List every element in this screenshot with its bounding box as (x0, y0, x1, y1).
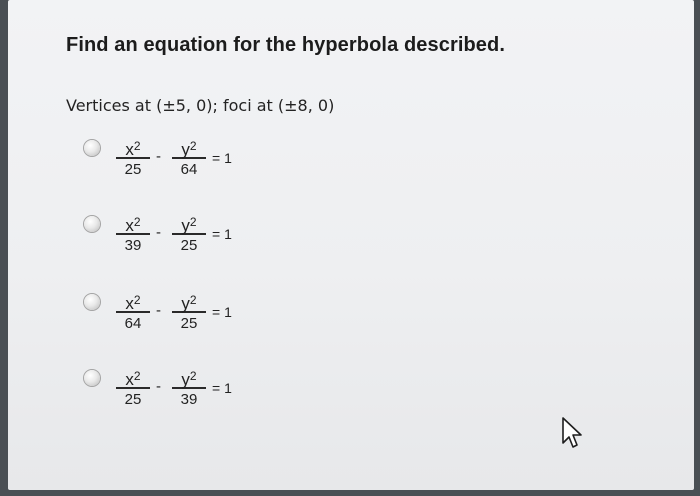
y-fraction (172, 136, 206, 179)
equals-one: = 1 (212, 150, 232, 166)
question-prompt: Vertices at (±5, 0); foci at (±8, 0) (66, 96, 335, 115)
exponent: 2 (133, 369, 141, 383)
denominator-y: 64 (180, 160, 198, 178)
x-fraction (116, 290, 150, 333)
denominator-x: 39 (124, 236, 142, 254)
equals-one: = 1 (212, 304, 232, 320)
exponent: 2 (133, 293, 141, 307)
denominator-y: 25 (180, 236, 198, 254)
y-fraction (172, 212, 206, 255)
denominator-y: 25 (180, 314, 198, 332)
numerator-y: y (181, 370, 190, 389)
exponent: 2 (189, 139, 197, 153)
exponent: 2 (189, 215, 197, 229)
numerator-y: y (181, 216, 190, 235)
minus-sign: - (156, 224, 161, 241)
mouse-pointer-icon (560, 416, 590, 452)
radio-button[interactable] (84, 370, 100, 386)
question-title: Find an equation for the hyperbola described. (66, 34, 505, 56)
numerator-y: y (181, 140, 190, 159)
equals-one: = 1 (212, 226, 232, 242)
radio-button[interactable] (84, 216, 100, 232)
numerator-y: y (181, 294, 190, 313)
exponent: 2 (189, 293, 197, 307)
denominator-x: 64 (124, 314, 142, 332)
exponent: 2 (189, 369, 197, 383)
exponent: 2 (133, 215, 141, 229)
exponent: 2 (133, 139, 141, 153)
equals-one: = 1 (212, 380, 232, 396)
answer-option-4[interactable] (80, 366, 300, 426)
minus-sign: - (156, 302, 161, 319)
question-panel (8, 0, 694, 490)
y-fraction (172, 366, 206, 409)
numerator-x: x (125, 294, 134, 313)
denominator-x: 25 (124, 390, 142, 408)
x-fraction (116, 366, 150, 409)
answer-option-3[interactable] (80, 290, 300, 350)
x-fraction (116, 212, 150, 255)
denominator-x: 25 (124, 160, 142, 178)
radio-button[interactable] (84, 294, 100, 310)
answer-option-1[interactable] (80, 136, 300, 196)
x-fraction (116, 136, 150, 179)
minus-sign: - (156, 148, 161, 165)
answer-option-2[interactable] (80, 212, 300, 272)
denominator-y: 39 (180, 390, 198, 408)
radio-button[interactable] (84, 140, 100, 156)
y-fraction (172, 290, 206, 333)
minus-sign: - (156, 378, 161, 395)
numerator-x: x (125, 216, 134, 235)
numerator-x: x (125, 370, 134, 389)
numerator-x: x (125, 140, 134, 159)
